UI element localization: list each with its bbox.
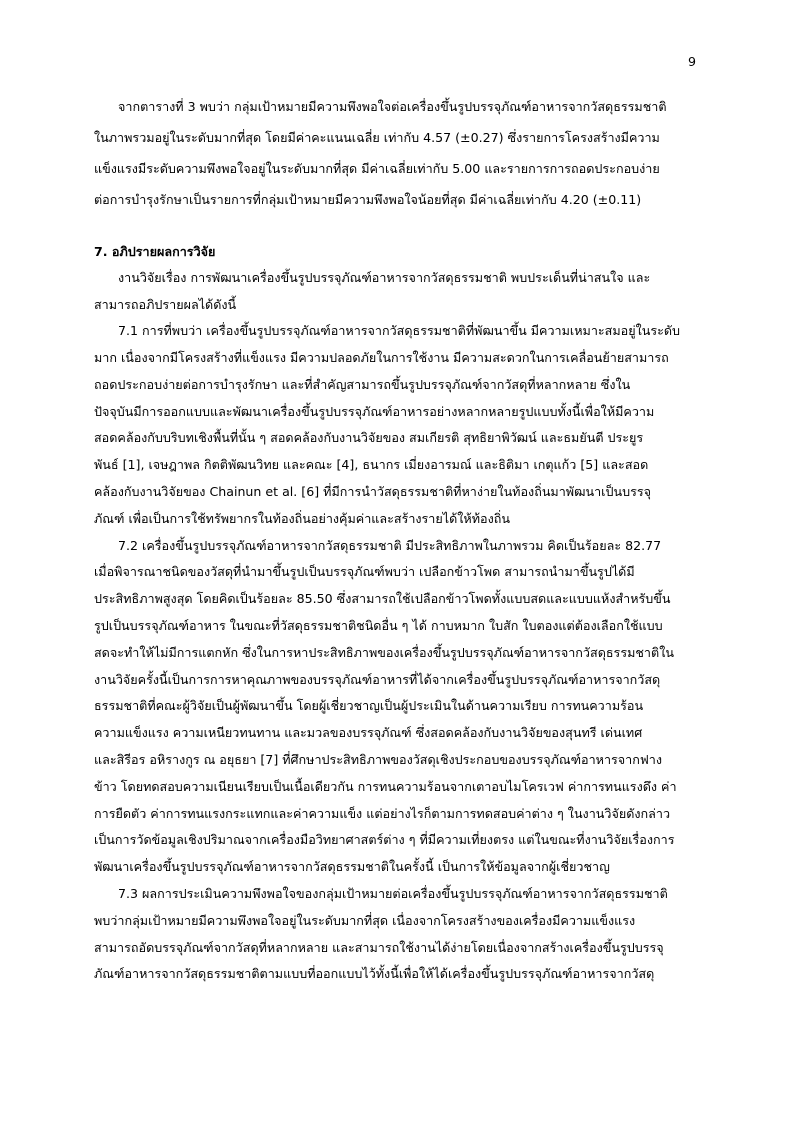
item-7-1-line-8: ภัณฑ์ เพื่อเป็นการใช้ทรัพยากรในท้องถิ่นอย่างคุ้มค่าและสร้างรายได้ให้ท้องถิ่น — [94, 511, 510, 526]
item-7-2-line-7: ธรรมชาติที่คณะผู้วิจัยเป็นผู้พัฒนาขึ้น โดยผู้เชี่ยวชาญเป็นผู้ประเมินในด้านความเรียบ การทนความร้อน — [94, 698, 644, 713]
intro-line-2: สามารถอภิปรายผลได้ดังนี้ — [94, 297, 237, 312]
item-7-1-line-2: มาก เนื่องจากมีโครงสร้างที่แข็งแรง มีความปลอดภัยในการใช้งาน มีความสะดวกในการเคลื่อนย้ายสามารถ — [94, 350, 669, 365]
section-heading: 7. อภิปรายผลการวิจัย — [94, 244, 216, 259]
item-7-2-line-9: และสิรีอร อหิรางกูร ณ อยุธยา [7] ที่ศึกษาประสิทธิภาพของวัสดุเชิงประกอบของบรรจุภัณฑ์อาหารจากฟาง — [94, 752, 663, 767]
item-7-2-line-4: รูปเป็นบรรจุภัณฑ์อาหาร ในขณะที่วัสดุธรรมชาติชนิดอื่น ๆ ได้ กาบหมาก ใบสัก ใบตองแต่ต้องเลือกใช้แบบ — [94, 618, 663, 633]
item-7-2-line-3: ประสิทธิภาพสูงสุด โดยคิดเป็นร้อยละ 85.50 ซึ่งสามารถใช้เปลือกข้าวโพดทั้งแบบสดและแบบแห้งสำหรับขึ้น — [94, 591, 671, 606]
item-7-3-line-2: พบว่ากลุ่มเป้าหมายมีความพึงพอใจอยู่ในระดับมากที่สุด เนื่องจากโครงสร้างของเครื่องมีความแข็งแรง — [94, 913, 636, 928]
item-7-2-line-11: การยืดตัว ค่าการทนแรงกระแทกและค่าความแข็ง แต่อย่างไรก็ตามการทดสอบค่าต่าง ๆ ในงานวิจัยดังกล่าว — [94, 806, 671, 821]
item-7-2-line-12: เป็นการวัดข้อมูลเชิงปริมาณจากเครื่องมือวิทยาศาสตร์ต่าง ๆ ที่มีความเที่ยงตรง แต่ในขณะที่งานวิจัยเรื่องการ — [94, 832, 675, 847]
item-7-2-line-8: ความแข็งแรง ความเหนียวทนทาน และมวลของบรรจุภัณฑ์ ซึ่งสอดคล้องกับงานวิจัยของสุนทรี เด่นเทศ — [94, 725, 643, 740]
item-7-3-line-4: ภัณฑ์อาหารจากวัสดุธรรมชาติตามแบบที่ออกแบบไว้ทั้งนี้เพื่อให้ได้เครื่องขึ้นรูปบรรจุภัณฑ์อาหารจากวัสดุ — [94, 966, 655, 981]
item-7-2-line-6: งานวิจัยครั้งนี้เป็นการการหาคุณภาพของบรรจุภัณฑ์อาหารที่ได้จากเครื่องขึ้นรูปบรรจุภัณฑ์อาหารจากวัสดุ — [94, 672, 661, 687]
item-7-2-line-10: ข้าว โดยทดสอบความเนียนเรียบเป็นเนื้อเดียวกัน การทนความร้อนจากเตาอบไมโครเวฟ ค่าการทนแรงดึง ค่า — [94, 779, 677, 794]
item-7-3-line-3: สามารถอัดบรรจุภัณฑ์จากวัสดุที่หลากหลาย และสามารถใช้งานได้ง่ายโดยเนื่องจากสร้างเครื่องขึ้นรูปบรรจุ — [94, 940, 664, 955]
intro-line-1: งานวิจัยเรื่อง การพัฒนาเครื่องขึ้นรูปบรรจุภัณฑ์อาหารจากวัสดุธรรมชาติ พบประเด็นที่น่าสนใจ และ — [118, 270, 651, 285]
item-7-1-line-5: สอดคล้องกับบริบทเชิงพื้นที่นั้น ๆ สอดคล้องกับงานวิจัยของ สมเกียรติ สุทธิยาพิวัฒน์ และธมยันตี ประยูร — [94, 430, 644, 445]
item-7-1-line-6: พันธ์ [1], เจษฎาพล กิตติพัฒนวิทย และคณะ [4], ธนากร เมี่ยงอารมณ์ และธิติมา เกตุแก้ว [5] และสอด — [94, 457, 649, 472]
item-7-3-line-1: 7.3 ผลการประเมินความพึงพอใจของกลุ่มเป้าหมายต่อเครื่องขึ้นรูปบรรจุภัณฑ์อาหารจากวัสดุธรรมชาติ — [118, 886, 668, 901]
item-7-2-line-5: สดจะทำให้ไม่มีการแตกหัก ซึ่งในการหาประสิทธิภาพของเครื่องขึ้นรูปบรรจุภัณฑ์อาหารจากวัสดุธรรมชาติใน — [94, 645, 674, 660]
paragraph-1-line-2: ในภาพรวมอยู่ในระดับมากที่สุด โดยมีค่าคะแนนเฉลี่ย เท่ากับ 4.57 (±0.27) ซึ่งรายการโครงสร้างมีความ — [94, 130, 660, 145]
item-7-1-line-1: 7.1 การที่พบว่า เครื่องขึ้นรูปบรรจุภัณฑ์อาหารจากวัสดุธรรมชาติที่พัฒนาขึ้น มีความเหมาะสมอยู่ในระดับ — [118, 323, 681, 338]
item-7-2-line-13: พัฒนาเครื่องขึ้นรูปบรรจุภัณฑ์อาหารจากวัสดุธรรมชาติในครั้งนี้ เป็นการให้ข้อมูลจากผู้เชี่ยวชาญ — [94, 859, 610, 874]
paragraph-1-line-4: ต่อการบำรุงรักษาเป็นรายการที่กลุ่มเป้าหมายมีความพึงพอใจน้อยที่สุด มีค่าเฉลี่ยเท่ากับ 4.20 (±0.11) — [94, 192, 642, 207]
item-7-1-line-4: ปัจจุบันมีการออกแบบและพัฒนาเครื่องขึ้นรูปบรรจุภัณฑ์อาหารอย่างหลากหลายรูปแบบทั้งนี้เพื่อให้มีความ — [94, 404, 655, 419]
item-7-1-line-7: คล้องกับงานวิจัยของ Chainun et al. [6] ที่มีการนำวัสดุธรรมชาติที่หาง่ายในท้องถิ่นมาพัฒนาเป็นบรรจุ — [94, 484, 651, 499]
paragraph-1-line-1: จากตารางที่ 3 พบว่า กลุ่มเป้าหมายมีความพึงพอใจต่อเครื่องขึ้นรูปบรรจุภัณฑ์อาหารจากวัสดุธรรมชาติ — [118, 99, 667, 114]
page-number: 9 — [688, 54, 697, 69]
item-7-2-line-2: เมื่อพิจารณาชนิดของวัสดุที่นำมาขึ้นรูปเป็นบรรจุภัณฑ์พบว่า เปลือกข้าวโพด สามารถนำมาขึ้นรูปได้มี — [94, 564, 635, 579]
item-7-2-line-1: 7.2 เครื่องขึ้นรูปบรรจุภัณฑ์อาหารจากวัสดุธรรมชาติ มีประสิทธิภาพในภาพรวม คิดเป็นร้อยละ 82.77 — [118, 538, 662, 553]
paragraph-1-line-3: แข็งแรงมีระดับความพึงพอใจอยู่ในระดับมากที่สุด มีค่าเฉลี่ยเท่ากับ 5.00 และรายการการถอดประกอบง่าย — [94, 161, 660, 176]
item-7-1-line-3: ถอดประกอบง่ายต่อการบำรุงรักษา และที่สำคัญสามารถขึ้นรูปบรรจุภัณฑ์จากวัสดุที่หลากหลาย ซึ่งใน — [94, 377, 631, 392]
